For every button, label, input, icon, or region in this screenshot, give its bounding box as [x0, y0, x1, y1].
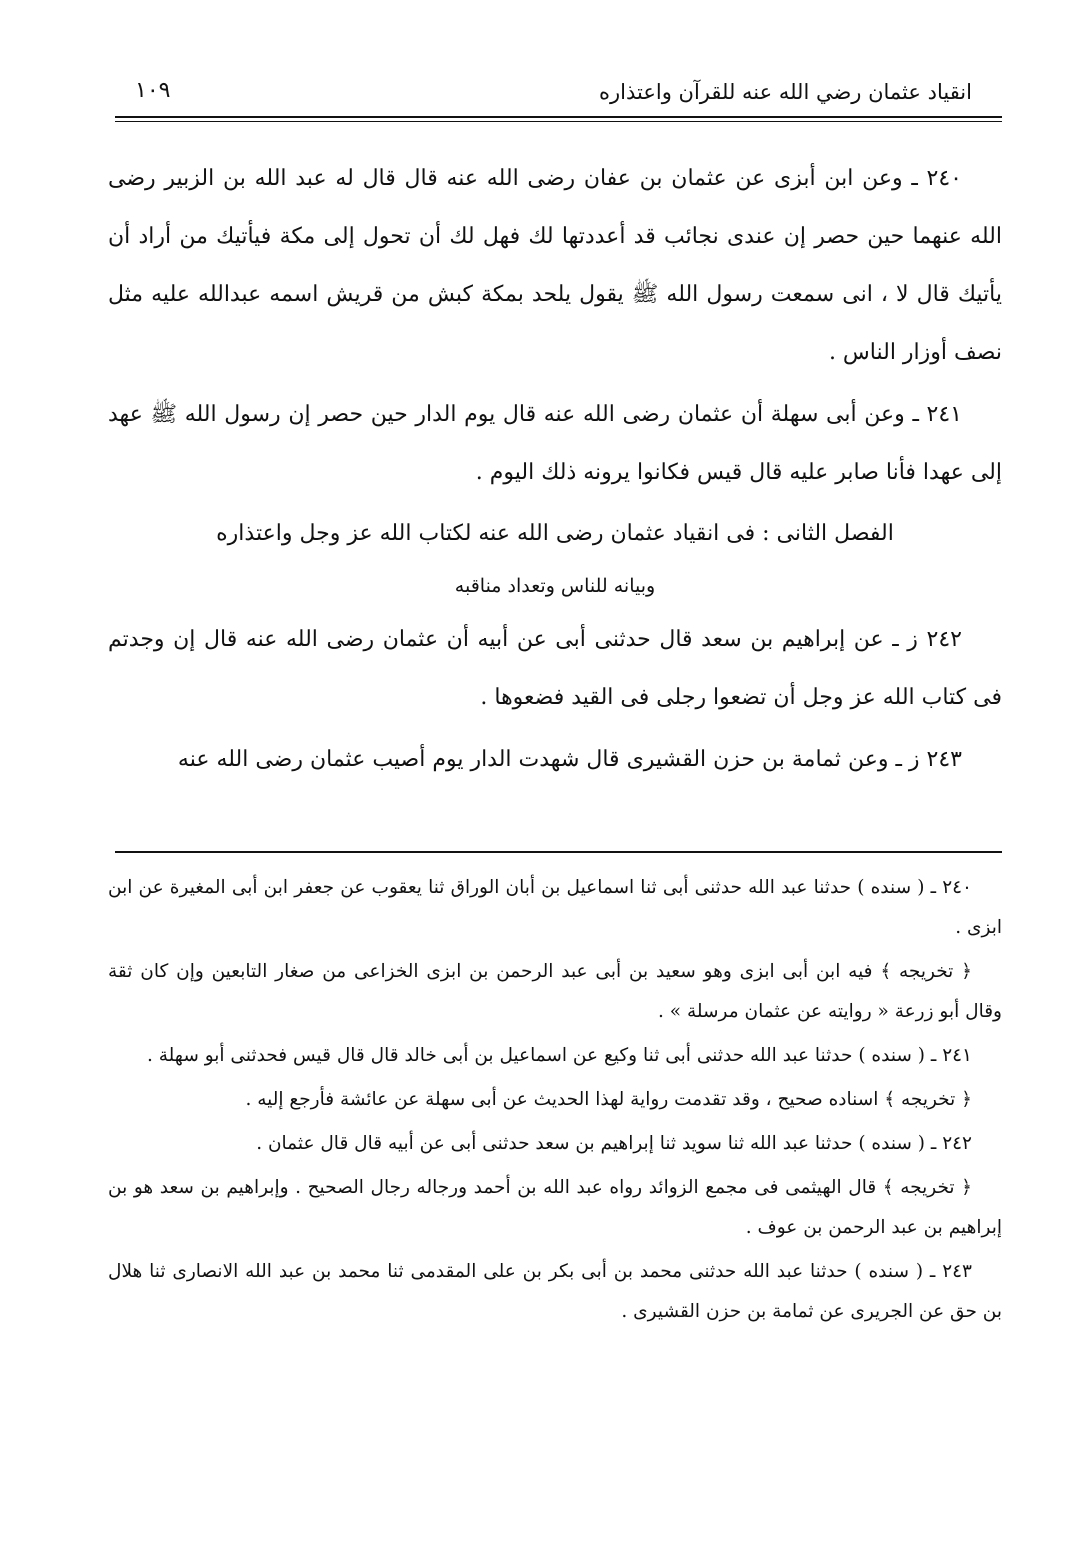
- note-242-sanad: ٢٤٢ ـ ( سنده ) حدثنا عبد الله ثنا سويد ثنا إبراهيم بن سعد حدثنى أبى عن أبيه قال قال عثمان .: [256, 1133, 972, 1154]
- hadith-241: ٢٤١ ـ وعن أبى سهلة أن عثمان رضى الله عنه قال يوم الدار حين حصر إن رسول الله ﷺ عهد إلى عهدا فأنا صابر عليه قال قيس فكانوا يرونه ذلك اليوم .: [108, 402, 1002, 485]
- hadith-243: ٢٤٣ ز ـ وعن ثمامة بن حزن القشيرى قال شهدت الدار يوم أصيب عثمان رضى الله عنه: [177, 747, 962, 772]
- note-241-takhrij: ﴿ تخريجه ﴾ اسناده صحيح ، وقد تقدمت رواية لهذا الحديث عن أبى سهلة عن عائشة فأرجع إليه .: [245, 1089, 972, 1110]
- section-title: الفصل الثانى : فى انقياد عثمان رضى الله عنه لكتاب الله عز وجل واعتذاره: [216, 521, 894, 546]
- footnotes: [108, 868, 1002, 1336]
- running-title: انقياد عثمان رضي الله عنه للقرآن واعتذاره: [599, 80, 972, 104]
- note-241-sanad: ٢٤١ ـ ( سنده ) حدثنا عبد الله حدثنى أبى ثنا وكيع عن اسماعيل بن أبى خالد قال قال قيس فحدثنى أبو سهلة .: [146, 1045, 972, 1066]
- hadith-242: ٢٤٢ ز ـ عن إبراهيم بن سعد قال حدثنى أبى عن أبيه أن عثمان رضى الله عنه قال إن وجدتم فى كتاب الله عز وجل أن تضعوا رجلى فى القيد فضعوها .: [108, 627, 1002, 710]
- header-rule-thin: [115, 121, 1002, 122]
- hadith-240: ٢٤٠ ـ وعن ابن أبزى عن عثمان بن عفان رضى الله عنه قال قال له عبد الله بن الزبير رضى الله عنهما حين حصر إن عندى نجائب قد أعددتها لك فهل لك أن تحول إلى مكة فيأتيك من أراد أن يأتيك قال لا ، انى سمعت رسول الله ﷺ يقول يلحد بمكة كبش من قريش اسمه عبدالله عليه مثل نصف أوزار الناس .: [108, 166, 1002, 365]
- page-header: [115, 74, 1002, 118]
- header-rule: [115, 116, 1002, 118]
- page-number: ١٠٩: [135, 78, 171, 103]
- note-240-takhrij: ﴿ تخريجه ﴾ فيه ابن أبى ابزى وهو سعيد بن أبى عبد الرحمن بن ابزى الخزاعى من صغار التابعين وإن كان ثقة وقال أبو زرعة « روايته عن عثمان مرسلة » .: [108, 961, 1002, 1022]
- section-subtitle: وبيانه للناس وتعداد مناقبه: [454, 575, 656, 597]
- note-240-sanad: ٢٤٠ ـ ( سنده ) حدثنا عبد الله حدثنى أبى ثنا اسماعيل بن أبان الوراق ثنا يعقوب عن جعفر ابن أبى المغيرة عن ابن ابزى .: [108, 877, 1002, 938]
- note-243-sanad: ٢٤٣ ـ ( سنده ) حدثنا عبد الله حدثنى محمد بن أبى بكر بن على المقدمى ثنا محمد بن عبد الله الانصارى ثنا هلال بن حق عن الجريرى عن ثمامة بن حزن القشيرى .: [108, 1261, 1002, 1322]
- main-text: [108, 150, 1002, 793]
- footnote-divider: [115, 851, 1002, 853]
- note-242-takhrij: ﴿ تخريجه ﴾ قال الهيثمى فى مجمع الزوائد رواه عبد الله بن أحمد ورجاله رجال الصحيح . وإبراهيم بن سعد هو بن إبراهيم بن عبد الرحمن بن عوف .: [108, 1177, 1002, 1238]
